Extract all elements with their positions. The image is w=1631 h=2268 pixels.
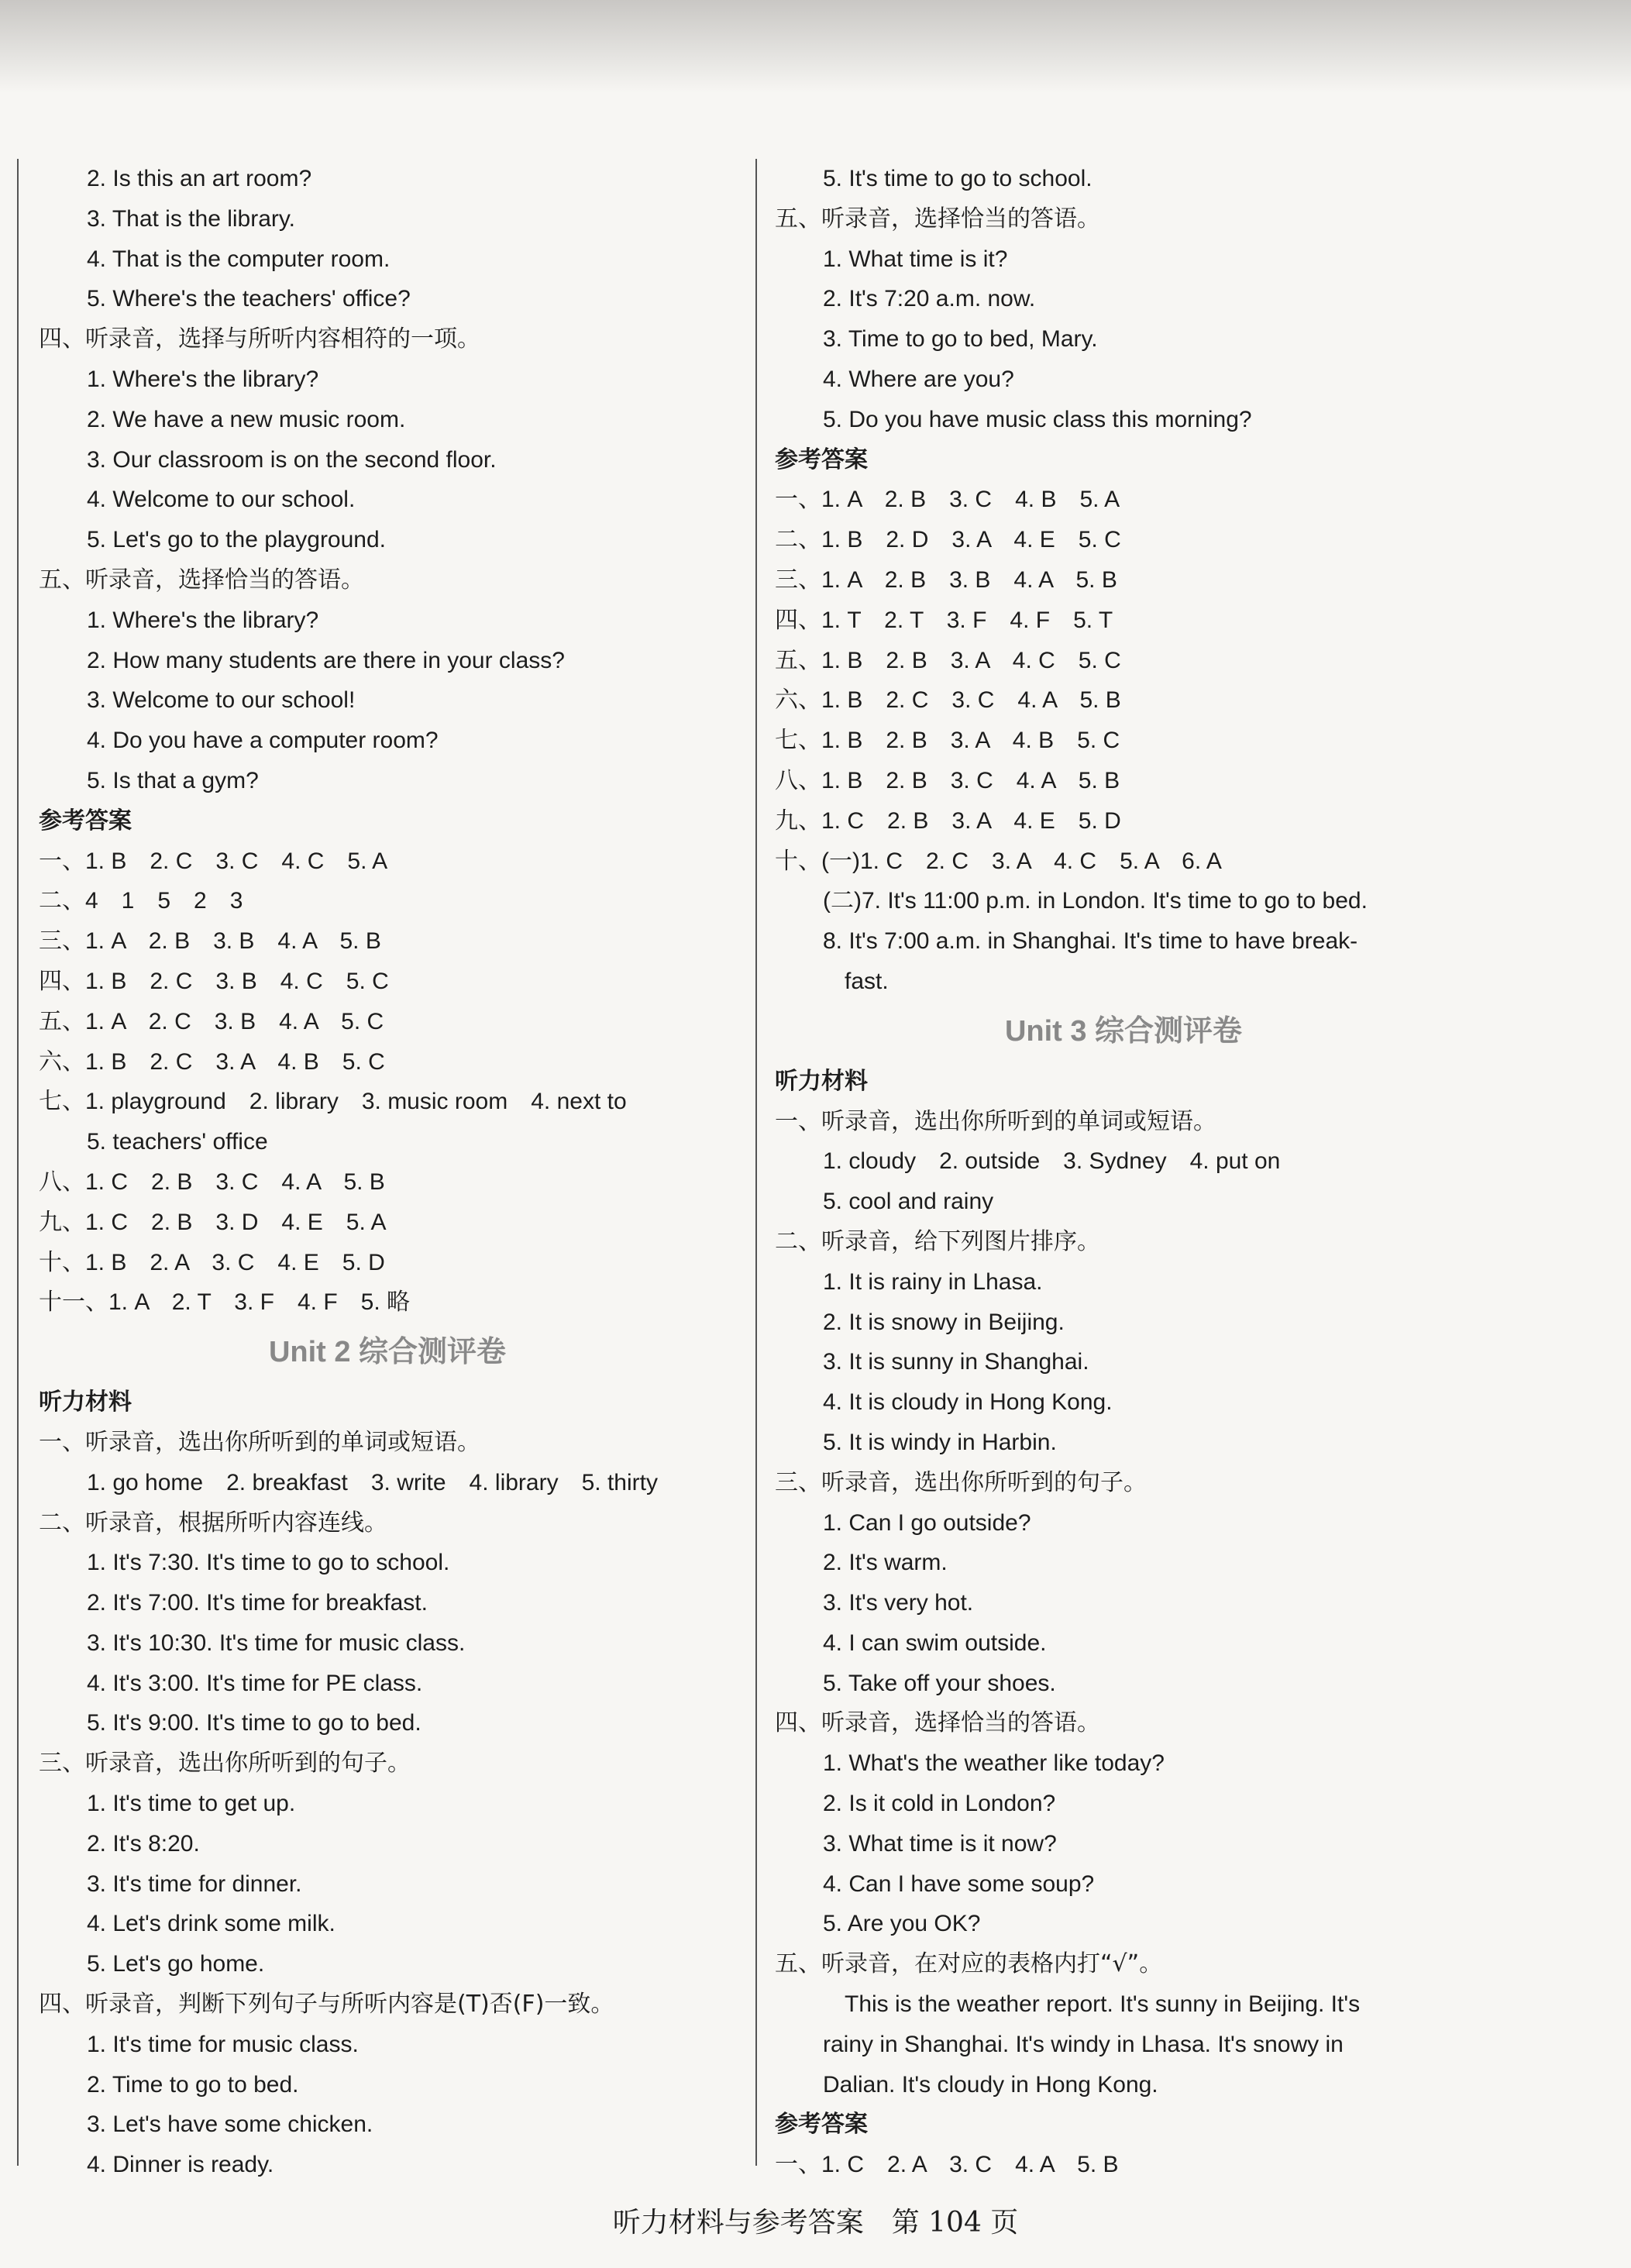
text-line: 1. Where's the library? xyxy=(87,607,319,633)
question-instruction: 三、听录音，选出你所听到的句子。 xyxy=(775,1468,1147,1496)
text-line: 3. It is sunny in Shanghai. xyxy=(823,1349,1089,1375)
text-line: 5. cool and rainy xyxy=(823,1189,994,1215)
text-line: 六、1. B 2. C 3. A 4. B 5. C xyxy=(39,1048,385,1075)
section-heading: 参考答案 xyxy=(775,2111,868,2139)
unit-heading: Unit 3 综合测评卷 xyxy=(1004,1014,1243,1048)
text-line: 4. That is the computer room. xyxy=(87,246,391,272)
text-line: 2. It's 7:00. It's time for breakfast. xyxy=(87,1590,428,1616)
text-line: 2. It's 8:20. xyxy=(87,1830,200,1857)
text-line: 4. Welcome to our school. xyxy=(87,487,356,513)
text-line: 1. Where's the library? xyxy=(87,366,319,392)
text-line: 3. Let's have some chicken. xyxy=(87,2111,373,2138)
text-line: 1. Can I go outside? xyxy=(823,1509,1031,1536)
text-line: 4. Dinner is ready. xyxy=(87,2152,274,2178)
text-line: 一、1. A 2. B 3. C 4. B 5. A xyxy=(775,487,1120,513)
text-line: 1. It's time to get up. xyxy=(87,1791,296,1817)
text-line: 六、1. B 2. C 3. C 4. A 5. B xyxy=(775,687,1121,714)
text-line: 5. Is that a gym? xyxy=(87,767,259,793)
text-line: 十一、1. A 2. T 3. F 4. F 5. 略 xyxy=(39,1289,411,1316)
question-instruction: 一、听录音，选出你所听到的单词或短语。 xyxy=(775,1107,1216,1135)
question-instruction: 一、听录音，选出你所听到的单词或短语。 xyxy=(39,1428,480,1456)
section-heading: 听力材料 xyxy=(39,1389,132,1416)
unit-heading: Unit 2 综合测评卷 xyxy=(268,1336,507,1369)
text-line: 3. Our classroom is on the second floor. xyxy=(87,446,497,473)
text-line: 五、1. B 2. B 3. A 4. C 5. C xyxy=(775,647,1121,673)
question-instruction: 四、听录音，选择与所听内容相符的一项。 xyxy=(39,325,480,353)
column-divider xyxy=(755,159,757,2166)
question-instruction: 五、听录音，选择恰当的答语。 xyxy=(39,566,364,594)
text-line: 4. Let's drink some milk. xyxy=(87,1911,335,1937)
text-line: 十、1. B 2. A 3. C 4. E 5. D xyxy=(39,1249,385,1275)
text-line: 九、1. C 2. B 3. A 4. E 5. D xyxy=(775,807,1121,834)
text-line: 4. Do you have a computer room? xyxy=(87,728,439,754)
text-line: 4. Where are you? xyxy=(823,366,1014,392)
text-line: 九、1. C 2. B 3. D 4. E 5. A xyxy=(39,1209,387,1235)
text-line: 4. I can swim outside. xyxy=(823,1630,1047,1656)
text-line: 十、(一)1. C 2. C 3. A 4. C 5. A 6. A xyxy=(775,848,1222,874)
text-line: 4. It is cloudy in Hong Kong. xyxy=(823,1389,1113,1416)
text-line: 1. cloudy 2. outside 3. Sydney 4. put on xyxy=(823,1148,1281,1175)
question-instruction: 二、听录音，根据所听内容连线。 xyxy=(39,1509,387,1537)
question-instruction: 三、听录音，选出你所听到的句子。 xyxy=(39,1750,411,1778)
text-line: 四、1. T 2. T 3. F 4. F 5. T xyxy=(775,607,1113,633)
question-instruction: 四、听录音，判断下列句子与所听内容是(T)否(F)一致。 xyxy=(39,1991,614,2018)
text-line: 1. It is rainy in Lhasa. xyxy=(823,1268,1043,1295)
text-line: 2. We have a new music room. xyxy=(87,406,406,432)
text-line: 1. It's 7:30. It's time to go to school. xyxy=(87,1550,450,1576)
text-line: 5. Where's the teachers' office? xyxy=(87,286,411,312)
section-heading: 参考答案 xyxy=(39,807,132,835)
text-line: 三、1. A 2. B 3. B 4. A 5. B xyxy=(39,928,381,955)
section-heading: 听力材料 xyxy=(775,1067,868,1095)
text-line: 七、1. B 2. B 3. A 4. B 5. C xyxy=(775,728,1120,754)
question-instruction: 五、听录音，在对应的表格内打“√”。 xyxy=(775,1950,1163,1978)
text-line: 八、1. B 2. B 3. C 4. A 5. B xyxy=(775,767,1120,793)
text-line: 2. Is this an art room? xyxy=(87,166,312,191)
text-line: 4. Can I have some soup? xyxy=(823,1870,1095,1897)
text-line: fast. xyxy=(845,968,889,994)
scan-top-edge xyxy=(0,0,1631,93)
text-line: 5. teachers' office xyxy=(87,1129,268,1155)
text-line: 八、1. C 2. B 3. C 4. A 5. B xyxy=(39,1168,385,1195)
text-line: 5. It is windy in Harbin. xyxy=(823,1429,1057,1455)
binding-line-left xyxy=(17,159,19,2166)
text-line: 8. It's 7:00 a.m. in Shanghai. It's time to have break- xyxy=(823,928,1358,955)
text-line: 3. That is the library. xyxy=(87,205,296,232)
text-line: 3. Welcome to our school! xyxy=(87,687,356,714)
page-footer: 听力材料与参考答案 第 104 页 xyxy=(612,2207,1019,2239)
text-line: rainy in Shanghai. It's windy in Lhasa. It's snowy in xyxy=(823,2031,1344,2057)
text-line: 1. go home 2. breakfast 3. write 4. library 5. thirty xyxy=(87,1469,658,1495)
text-line: Dalian. It's cloudy in Hong Kong. xyxy=(823,2071,1158,2098)
text-line: 2. Is it cold in London? xyxy=(823,1791,1056,1817)
text-line: 2. It is snowy in Beijing. xyxy=(823,1309,1065,1335)
text-line: 3. It's 10:30. It's time for music class. xyxy=(87,1630,466,1656)
text-line: 3. What time is it now? xyxy=(823,1830,1057,1857)
question-instruction: 二、听录音，给下列图片排序。 xyxy=(775,1227,1100,1255)
text-line: 5. It's time to go to school. xyxy=(823,166,1092,191)
text-line: 2. It's 7:20 a.m. now. xyxy=(823,286,1036,312)
text-line: 四、1. B 2. C 3. B 4. C 5. C xyxy=(39,968,389,994)
text-line: 2. Time to go to bed. xyxy=(87,2071,299,2098)
text-line: 3. Time to go to bed, Mary. xyxy=(823,326,1098,353)
text-line: 1. It's time for music class. xyxy=(87,2031,359,2057)
text-line: 五、1. A 2. C 3. B 4. A 5. C xyxy=(39,1008,384,1034)
text-line: 二、4 1 5 2 3 xyxy=(39,888,243,914)
right-column xyxy=(775,159,1472,2185)
text-line: 二、1. B 2. D 3. A 4. E 5. C xyxy=(775,527,1121,553)
text-line: 5. Do you have music class this morning? xyxy=(823,406,1252,432)
question-instruction: 五、听录音，选择恰当的答语。 xyxy=(775,205,1100,232)
text-line: 5. Take off your shoes. xyxy=(823,1670,1056,1696)
text-line: 5. Let's go to the playground. xyxy=(87,527,387,553)
text-line: 4. It's 3:00. It's time for PE class. xyxy=(87,1670,423,1696)
text-line: 5. Are you OK? xyxy=(823,1911,981,1937)
text-line: 3. It's time for dinner. xyxy=(87,1870,302,1897)
text-line: 一、1. B 2. C 3. C 4. C 5. A xyxy=(39,848,388,874)
section-heading: 参考答案 xyxy=(775,446,868,473)
text-line: 5. It's 9:00. It's time to go to bed. xyxy=(87,1710,422,1736)
text-line: 2. How many students are there in your class? xyxy=(87,647,565,673)
text-line: 七、1. playground 2. library 3. music room 4. next to xyxy=(39,1089,627,1115)
text-line: 三、1. A 2. B 3. B 4. A 5. B xyxy=(775,566,1117,593)
text-line: 1. What time is it? xyxy=(823,246,1008,272)
question-instruction: 四、听录音，选择恰当的答语。 xyxy=(775,1709,1100,1737)
text-line: This is the weather report. It's sunny in Beijing. It's xyxy=(845,1991,1361,2018)
text-line: (二)7. It's 11:00 p.m. in London. It's time to go to bed. xyxy=(823,888,1368,914)
left-column xyxy=(39,159,736,2185)
text-line: 一、1. C 2. A 3. C 4. A 5. B xyxy=(775,2152,1119,2178)
text-line: 3. It's very hot. xyxy=(823,1590,974,1616)
text-line: 5. Let's go home. xyxy=(87,1951,265,1977)
text-line: 1. What's the weather like today? xyxy=(823,1750,1165,1777)
text-line: 2. It's warm. xyxy=(823,1550,948,1576)
